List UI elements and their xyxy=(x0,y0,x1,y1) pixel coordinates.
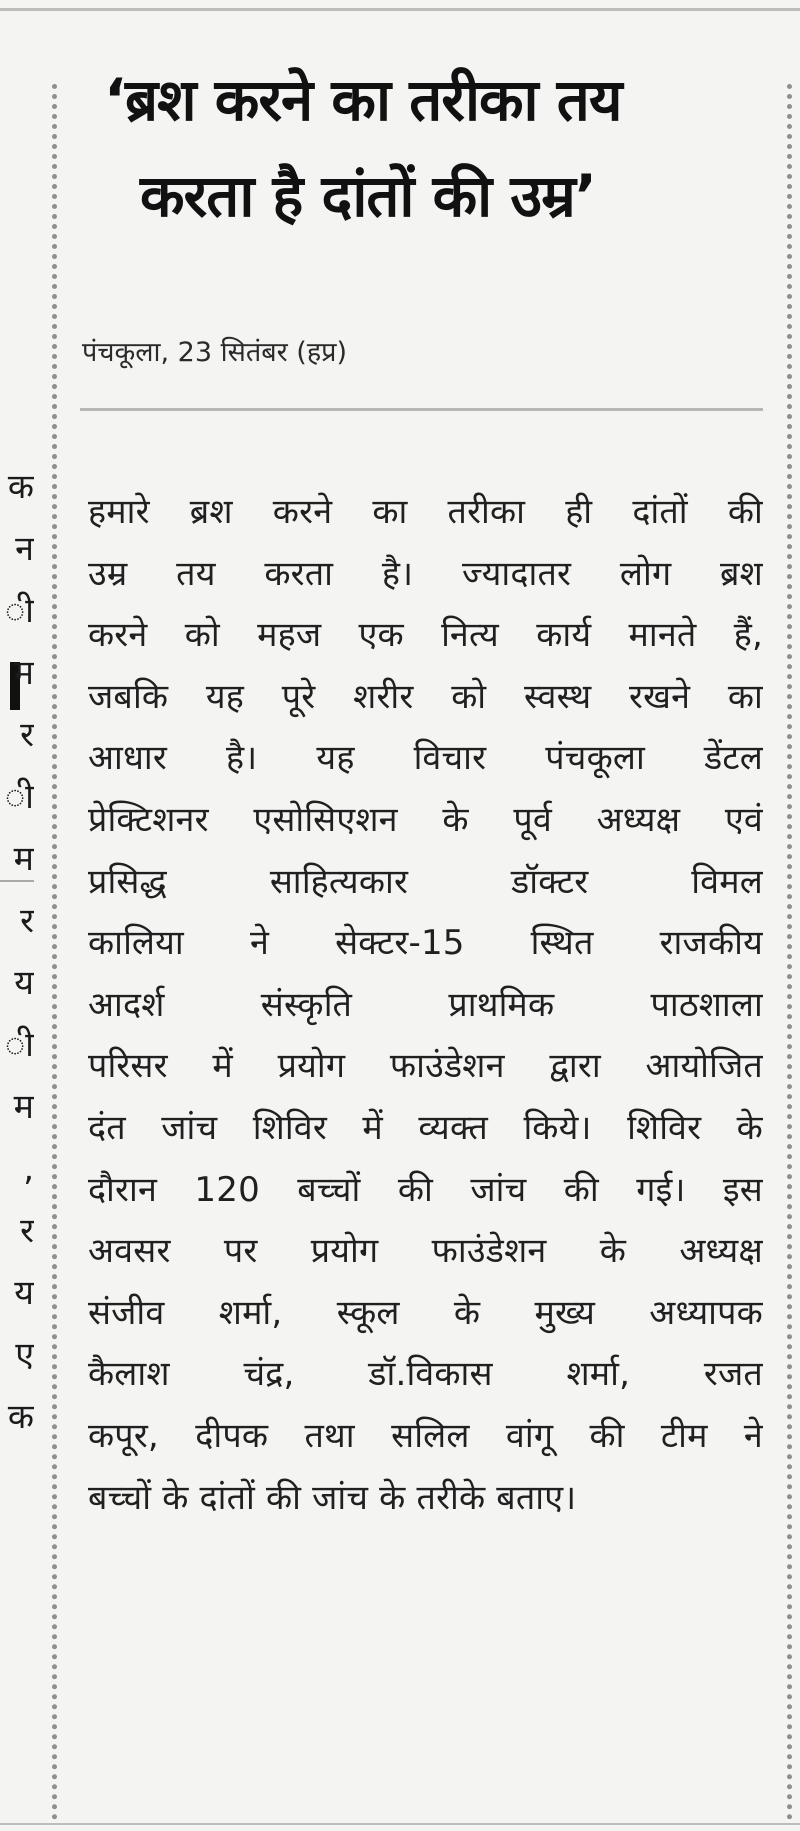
adjacent-column-line-ending: म xyxy=(13,1087,34,1127)
right-column-divider xyxy=(787,84,792,1821)
article-body-line: प्रेक्टिशनर एसोसिएशन के पूर्व अध्यक्ष एवं xyxy=(88,799,763,840)
article-body-line: दौरान 120 बच्चों की जांच की गई। इस xyxy=(88,1169,763,1210)
article-body-line: परिसर में प्रयोग फाउंडेशन द्वारा आयोजित xyxy=(88,1046,763,1087)
article-body-line: दंत जांच शिविर में व्यक्त किये। शिविर के xyxy=(88,1107,763,1148)
article-body-line: कपूर, दीपक तथा सलिल वांगू की टीम ने xyxy=(88,1415,763,1456)
article-body-line: बच्चों के दांतों की जांच के तरीके बताए। xyxy=(88,1477,577,1518)
news-article xyxy=(76,52,766,1812)
article-body xyxy=(88,482,763,1529)
article-body-line: कैलाश चंद्र, डॉ.विकास शर्मा, रजत xyxy=(88,1354,763,1395)
article-body-line: करने को महज एक नित्य कार्य मानते हैं, xyxy=(88,615,763,656)
top-border-rule xyxy=(0,8,800,11)
adjacent-column-line-ending: क xyxy=(7,470,34,507)
headline-line: ‘ब्रश करने का तरीका तय xyxy=(104,66,622,134)
bottom-border-rule xyxy=(0,1823,800,1825)
adjacent-column-line-ending: म xyxy=(13,839,34,879)
adjacent-column-line-ending: ी xyxy=(4,777,34,817)
article-dateline: पंचकूला, 23 सितंबर (हप्र) xyxy=(82,337,348,368)
adjacent-column-line-ending: य xyxy=(14,1273,34,1313)
adjacent-column-line-ending: न xyxy=(15,529,34,569)
adjacent-column-line-ending: , xyxy=(23,1149,34,1189)
adjacent-column-line-ending: र xyxy=(20,715,34,755)
adjacent-column-line-ending: ी xyxy=(4,1025,34,1065)
dateline-rule xyxy=(80,408,763,411)
adjacent-column-line-ending: ए xyxy=(15,1335,34,1375)
left-column-divider xyxy=(52,84,57,1821)
adjacent-column-line-ending: र xyxy=(20,901,34,941)
article-body-line: आदर्श संस्कृति प्राथमिक पाठशाला xyxy=(88,984,763,1025)
adjacent-column-line-ending: म xyxy=(13,653,34,693)
article-body-line: आधार है। यह विचार पंचकूला डेंटल xyxy=(88,738,763,779)
adjacent-column-line-ending: क xyxy=(7,1397,34,1437)
adjacent-column-line-ending: ी xyxy=(4,591,34,631)
article-headline xyxy=(104,52,754,244)
adjacent-column-line-ending: य xyxy=(14,963,34,1003)
article-body-line: उम्र तय करता है। ज्यादातर लोग ब्रश xyxy=(88,553,763,594)
headline-line: करता है दांतों की उम्र’ xyxy=(140,162,596,230)
article-body-line: हमारे ब्रश करने का तरीका ही दांतों की xyxy=(88,492,763,532)
article-body-line: संजीव शर्मा, स्कूल के मुख्य अध्यापक xyxy=(88,1292,763,1333)
article-body-line: जबकि यह पूरे शरीर को स्वस्थ रखने का xyxy=(88,676,763,717)
adjacent-column-fragment xyxy=(0,470,34,1760)
adjacent-column-rule xyxy=(0,880,34,882)
article-body-line: अवसर पर प्रयोग फाउंडेशन के अध्यक्ष xyxy=(88,1231,763,1272)
article-body-line: कालिया ने सेक्टर-15 स्थित राजकीय xyxy=(88,923,763,964)
article-body-line: प्रसिद्ध साहित्यकार डॉक्टर विमल xyxy=(88,861,763,902)
adjacent-column-line-ending: र xyxy=(20,1211,34,1251)
